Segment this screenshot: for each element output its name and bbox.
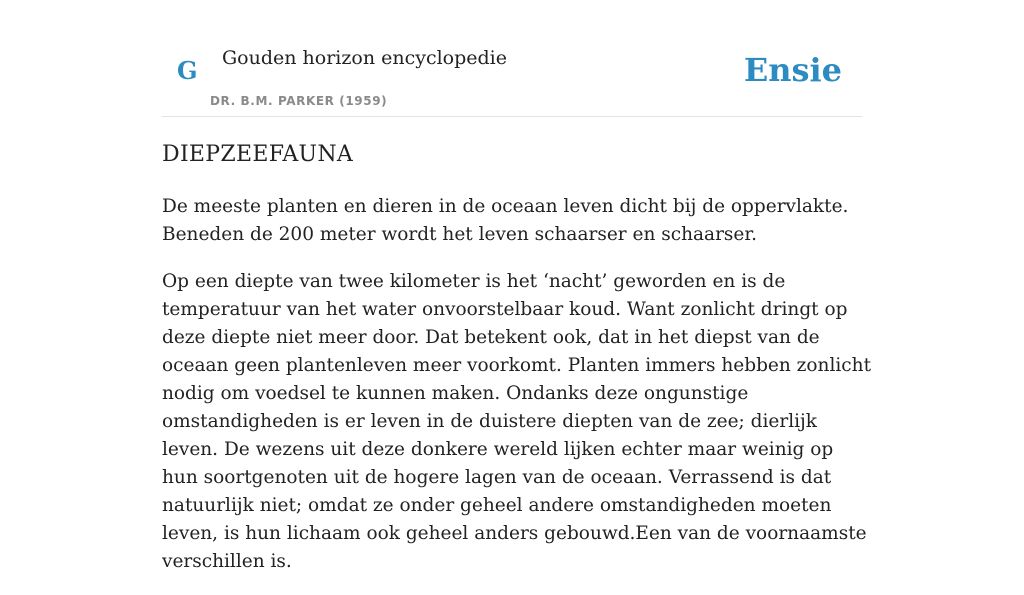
article: [162, 138, 872, 595]
article-title: DIEPZEEFAUNA: [162, 142, 354, 167]
article-paragraph: Op een diepte van twee kilometer is het ‘nacht’ geworden en is de temperatuur van het water onvoorstelbaar koud. Want zonlicht dringt op deze diepte niet meer door. Dat betekent ook, dat in het diepst van de oceaan geen plantenleven meer voorkomt. Planten immers hebben zonlicht nodig om voedsel te kunnen maken. Ondanks deze ongunstige omstandigheden is er leven in de duistere diepten van de zee; dierlijk leven. De wezens uit deze donkere wereld lijken echter maar weinig op hun soortgenoten uit de hogere lagen van de oceaan. Verrassend is dat natuurlijk niet; omdat ze onder geheel andere omstandigheden moeten leven, is hun lichaam ook geheel anders gebouwd.Een van de voornaamste verschillen is.: [162, 271, 872, 572]
brand-logo-link[interactable]: Ensie: [743, 51, 842, 89]
book-author: DR. B.M. PARKER (1959): [210, 94, 388, 108]
article-paragraph: De meeste planten en dieren in de oceaan leven dicht bij de oppervlakte. Beneden de 200 meter wordt het leven schaarser en schaarser.: [162, 196, 849, 245]
book-title-link[interactable]: Gouden horizon encyclopedie: [222, 47, 507, 69]
book-logo-icon[interactable]: G: [177, 56, 198, 85]
header: [162, 0, 862, 117]
